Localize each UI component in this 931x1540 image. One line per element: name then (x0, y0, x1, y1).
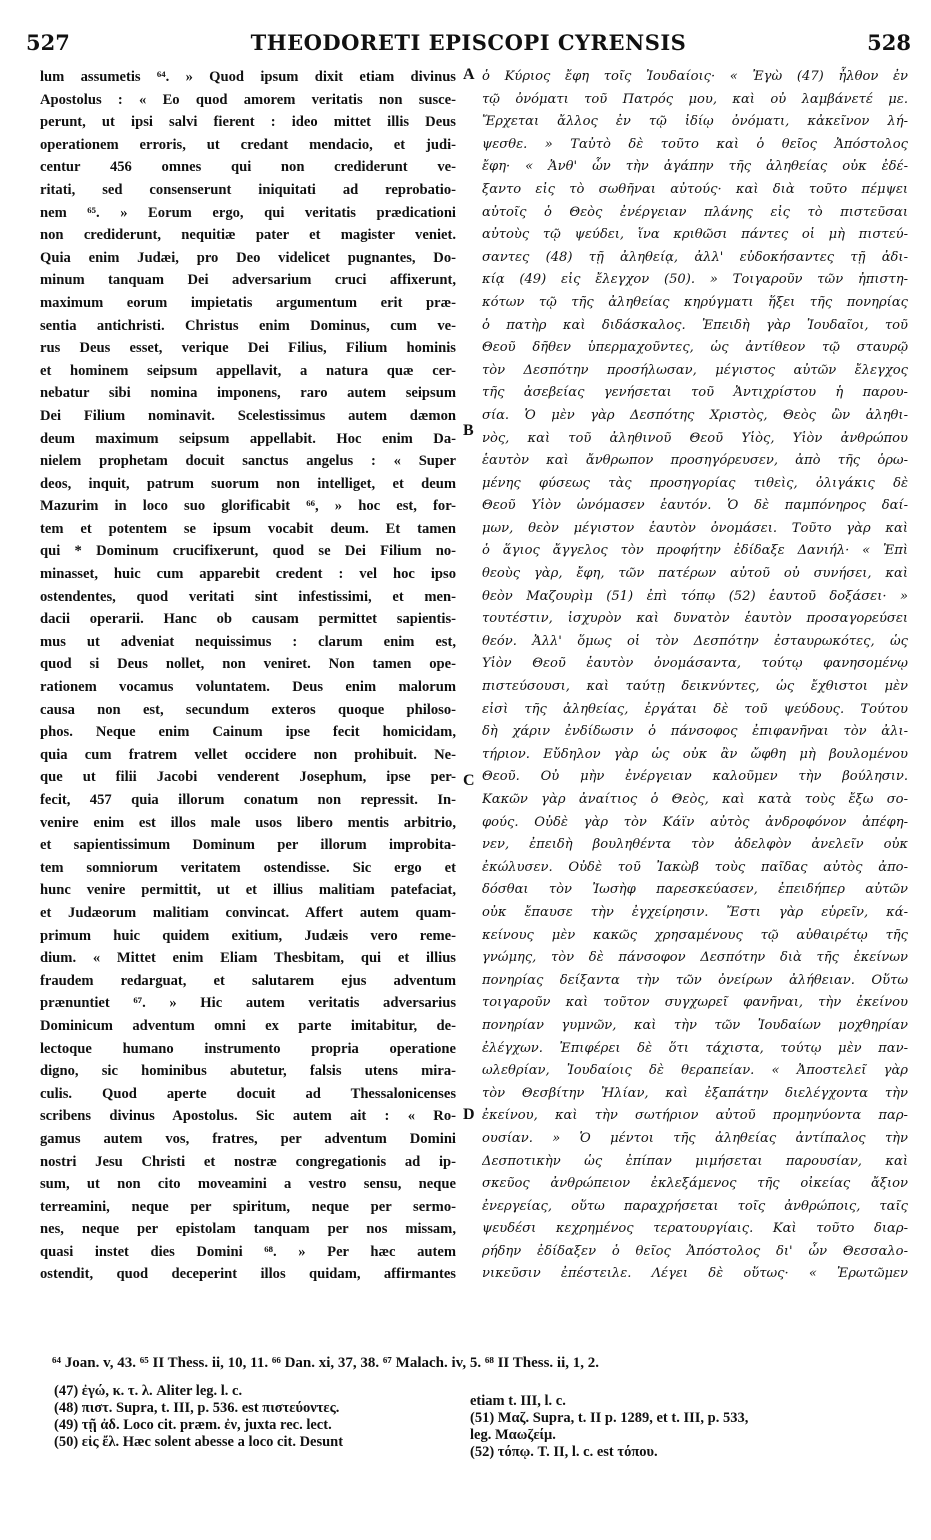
text-line: τήριον. Εὔδηλον γὰρ ὡς οὐκ ἂν ὤφθη μὴ βουλομένου (482, 746, 908, 762)
text-line: ρήδην ἐδίδαξεν ὁ θεῖος Ἀπόστολος δι' ὧν Θεσσαλο- (482, 1243, 908, 1259)
text-line: πονηρίας δείξαντα τὴν τῶν ὀνείρων ἀλήθειαν. Οὕτω (482, 972, 908, 988)
text-line: θεὸν Μαζουρὶμ (51) ἐπὶ τόπῳ (52) ἑαυτοῦ δοξάσει· » (482, 588, 908, 604)
footnote-line: (50) εἰς ἔλ. Hæc solent abesse a loco cit. Desunt (54, 1434, 344, 1450)
text-line: et hominem seipsum appellavit, a natura quæ cer- (40, 362, 456, 379)
text-line: lectoque humano instrumento propria operatione (40, 1040, 456, 1057)
text-line: θεοὺς γὰρ, ἔφη, τῶν πατέρων αὐτοῦ οὐ συνήσει, καὶ (482, 566, 908, 582)
text-line: μων, θεὸν μέγιστον ἑαυτὸν ὀνομάσει. Τοῦτο γὰρ καὶ (482, 520, 908, 536)
text-line: ἔφη· « Ἀνθ' ὧν τὴν ἀγάπην τῆς ἀληθείας οὐκ ἐδέ- (482, 159, 908, 175)
text-line: ἐκείνου, καὶ τὴν σωτήριον αὐτοῦ προμηνύοντα παρ- (482, 1108, 908, 1124)
text-line: Quia enim Judæi, pro Deo videlicet pugnantes, Do- (40, 249, 456, 266)
footnote-line: leg. Μαωζείμ. (470, 1427, 556, 1443)
text-line: perunt, ut ipsi salvi fierent : ideo mittet illis Deus (40, 114, 456, 131)
text-line: Dominicum adventum omni ex parte imitabitur, de- (40, 1017, 456, 1034)
text-line: πονηρίαν γυμνῶν, καὶ τὴν τῶν Ἰουδαίων μοχθηρίαν (482, 1017, 908, 1033)
text-line: τοιγαροῦν καὶ τοῦτον συγχωρεῖ φανῆναι, τὴν ἐκείνου (482, 995, 908, 1011)
text-line: δόσθαι τὸν Ἰωσὴφ παρεσκεύασεν, ἐπειδήπερ αὐτῶν (482, 882, 908, 898)
text-line: causa non est, secundum exteros quoque philoso- (40, 701, 456, 718)
greek-column (482, 66, 908, 1286)
footnotes-left (54, 1383, 459, 1451)
text-line: ostendit, quod deceperint illos quidam, affirmantes (40, 1266, 456, 1283)
text-line: Mazurim in loco suo glorificabit ⁶⁶, » hoc est, for- (40, 498, 456, 515)
text-line: sum, ut non cito moveamini a vestro sensu, neque (40, 1176, 456, 1193)
margin-marker-c: C (463, 772, 475, 789)
text-line: τὸν Δεσπότην προσήλωσαν, μέγιστος αὐτῶν ἔλεγχος (482, 362, 908, 378)
footnote-line: (48) πιστ. Supra, t. III, p. 536. est πιστεύοντες. (54, 1400, 340, 1416)
text-line: δὴ χάριν ἐνδίδωσιν ὁ πάνσοφος ἐπιφανῆναι τὸν ἀλι- (482, 724, 908, 740)
text-line: οὐκ ἔπαυσε τὴν ἐγχείρησιν. Ἔστι γὰρ εὑρεῖν, κά- (482, 904, 908, 920)
text-line: Θεοῦ. Οὐ μὴν ἐνέργειαν καλοῦμεν τὴν βούλησιν. (482, 769, 908, 785)
text-line: quasi instet dies Domini ⁶⁸. » Per hæc autem (40, 1243, 456, 1260)
footnote-line: (47) ἐγώ, κ. τ. λ. Aliter leg. l. c. (54, 1383, 243, 1399)
text-line: Θεοῦ Υἱὸν ὠνόμασεν ἑαυτόν. Ὁ δὲ παμπόνηρος δαί- (482, 498, 908, 514)
margin-marker-a: A (463, 66, 475, 83)
text-line: nostri Jesu Christi et nostræ congregationis ad ip- (40, 1153, 456, 1170)
text-line: tem et potentem se ipsum vocabit deum. Et tamen (40, 520, 456, 537)
text-line: νικεῦσιν ἐπέστειλε. Λέγει δὲ οὕτως· « Ἐρωτῶμεν (482, 1266, 908, 1282)
text-line: αὐτοῖς ὁ Θεὸς ἐνέργειαν πλάνης εἰς τὸ πιστεῦσαι (482, 204, 908, 220)
text-line: Δεσποτικὴν ὡς ἐπίπαν μιμήσεται παρουσίαν, καὶ (482, 1153, 908, 1169)
text-line: mus ut adveniat nequissimus : clarum enim est, (40, 633, 456, 650)
text-line: nebatur sibi nomina imponens, raro autem seipsum (40, 385, 456, 402)
scripture-notes: ⁶⁴ Joan. v, 43. ⁶⁵ II Thess. ii, 10, 11. ⁶⁶ Dan. xi, 37, 38. ⁶⁷ Malach. iv, 5. ⁶⁸ II Thess. ii, 1, 2. (52, 1355, 600, 1371)
text-line: ὁ Κύριος ἔφη τοῖς Ἰουδαίοις· « Ἐγὼ (47) ἦλθον ἐν (482, 69, 908, 84)
text-line: prænuntiet ⁶⁷. » Hic autem veritatis adversarius (40, 995, 456, 1012)
text-line: ωλεθρίαν, Ἰουδαίοις δὲ θεραπείαν. « Ἀποστελεῖ γὰρ (482, 1063, 908, 1079)
text-line: Θεοῦ δῆθεν ὑπερμαχοῦντες, ὡς ἀντίθεον τῷ σταυρῷ (482, 340, 908, 356)
running-header (26, 30, 911, 64)
text-line: μένης φύσεως τὰς προσηγορίας τιθεὶς, ὀλιγάκις δὲ (482, 475, 908, 491)
text-line: minum tanquam Dei adversarium cruci affixerunt, (40, 272, 456, 289)
text-line: ritati, sed consenserunt iniquitati ad reprobatio- (40, 181, 456, 198)
text-line: operationem erroris, ut credant mendacio, et judi- (40, 136, 456, 153)
text-line: κείνους μὲν κακῶς χρησαμένους τῷ αὐθαιρέτῳ τῆς (482, 927, 908, 943)
text-line: τῆς ἀσεβείας γενήσεται τοῦ Ἀντιχρίστου ἡ παρου- (482, 385, 908, 401)
text-line: τουτέστιν, ἰσχυρὸν καὶ δυνατὸν ἑαυτὸν προσαγορεύσει (482, 611, 908, 627)
text-line: sentia antichristi. Christus enim Dominus, cum ve- (40, 317, 456, 334)
text-line: ἐκώλυσεν. Οὐδὲ τοῦ Ἰακὼβ τοὺς παῖδας αὐτὸς ἀπο- (482, 859, 908, 875)
footnote-line: (51) Μαζ. Supra, t. II p. 1289, et t. III, p. 533, (470, 1410, 749, 1426)
text-line: ὁ πατὴρ καὶ διδάσκαλος. Ἐπειδὴ γὰρ Ἰουδαῖοι, τοῦ (482, 317, 908, 333)
text-line: dium. « Mittet enim Eliam Thesbitam, qui et illius (40, 950, 456, 967)
text-line: Κακῶν γὰρ ἀναίτιος ὁ Θεὸς, καὶ κατὰ τοὺς ἔξω σο- (482, 792, 908, 807)
text-line: πιστεύσουσι, καὶ ταύτῃ δεικνύντες, ὡς ἔχθιστοι μὲν (482, 679, 908, 695)
text-line: centur 456 omnes qui non crediderunt ve- (40, 159, 456, 176)
text-line: quod si Deus nollet, non veniret. Non tamen ope- (40, 656, 456, 673)
text-line: maximum eorum impietatis argumentum erit præ- (40, 294, 456, 311)
text-line: νεν, ἐπειδὴ βουληθέντα τὸν ἀδελφὸν ἀνελεῖν οὐκ (482, 837, 908, 853)
page-number-right: 528 (867, 30, 911, 55)
text-line: εἰσὶ τῆς ἀληθείας, ἐργάται δὲ τοῦ ψεύδους. Τούτου (482, 701, 908, 717)
footnote-line: etiam t. III, l. c. (470, 1393, 566, 1409)
text-line: Apostolus : « Eo quod amorem veritatis non susce- (40, 91, 456, 108)
text-line: scribens divinus Apostolus. Sic autem ait : « Ro- (40, 1108, 456, 1125)
text-line: αὐτοὺς τῷ ψεύδει, ἵνα κριθῶσι πάντες οἱ μὴ πιστεύ- (482, 227, 908, 243)
text-line: hunc venire permittit, ut et illius malitiam patefaciat, (40, 882, 456, 899)
text-line: κίᾳ (49) εἰς ἔλεγχον (50). » Τοιγαροῦν τῶν ἠπιστη- (482, 272, 908, 288)
text-line: quia cum fratrem vellet occidere non prohibuit. Ne- (40, 746, 456, 763)
footnote-line: (52) τόπῳ. T. II, l. c. est τόπου. (470, 1444, 658, 1460)
page-number-left: 527 (26, 30, 70, 55)
footnotes-right (470, 1393, 900, 1461)
footnote-line: (49) τῇ ἀδ. Loco cit. præm. ἐν, juxta rec. lect. (54, 1417, 332, 1433)
text-line: fraudem redarguat, et salutarem ejus adventum (40, 972, 456, 989)
text-line: gamus autem vos, fratres, per adventum Domini (40, 1130, 456, 1147)
text-line: tem somniorum veritatem ostendisse. Sic ergo et (40, 859, 456, 876)
text-line: κότων τῷ τῆς ἀληθείας κηρύγματι ἥξει τῆς πονηρίας (482, 294, 908, 310)
text-line: venire enim est illos male usos libero mentis arbitrio, (40, 814, 456, 831)
text-line: culis. Quod aperte docuit ad Thessalonicenses (40, 1085, 456, 1102)
text-line: ψευδέσι κεχρημένος τερατουργίαις. Καὶ τοῦτο διαρ- (482, 1221, 908, 1237)
margin-marker-b: B (463, 422, 474, 439)
latin-column (40, 66, 456, 1286)
running-title: THEODORETI EPISCOPI CYRENSIS (250, 30, 687, 55)
text-line: φούς. Οὐδὲ γὰρ τὸν Κάϊν αὐτὸς ἀνδροφόνον ἀπέφη- (482, 814, 908, 830)
text-line: et Judæorum malitiam convincat. Affert autem quam- (40, 904, 456, 921)
margin-marker-d: D (463, 1106, 475, 1123)
text-line: et sapientissimum Dominum per illorum improbita- (40, 837, 456, 854)
text-line: Ἔρχεται ἄλλος ἐν τῷ ἰδίῳ ὀνόματι, κἀκεῖνον λή- (482, 114, 908, 130)
text-line: ξαντο εἰς τὸ σωθῆναι αὐτούς· καὶ διὰ τοῦτο πέμψει (482, 181, 908, 197)
text-line: θεόν. Ἀλλ' ὅμως οἱ τὸν Δεσπότην ἐσταυρωκότες, ὡς (482, 633, 908, 649)
text-line: deos, inquit, patrum suorum non intelliget, et deum (40, 475, 456, 492)
text-line: ἐλέγχων. Ἐπιφέρει δὲ ὅτι τάχιστα, τούτῳ μὲν παν- (482, 1040, 908, 1056)
text-line: non crediderunt, nequitiæ pater et magister veniet. (40, 227, 456, 244)
text-line: rus Deus esset, verique Dei Filius, Filium hominis (40, 340, 456, 357)
text-line: τῷ ὀνόματι τοῦ Πατρός μου, καὶ οὐ λαμβάνετέ με. (482, 91, 908, 107)
text-line: ἐνεργείας, οὕτω παραχρήσεται τοῖς ἀνθρώποις, ταῖς (482, 1198, 908, 1214)
text-line: Dei Filium nominavit. Scelestissimus autem dæmon (40, 407, 456, 424)
text-line: dacii operarii. Hanc ob causam permittet sapientis- (40, 611, 456, 628)
text-line: primum huic quidem exitium, Judæis vero reme- (40, 927, 456, 944)
text-line: νὸς, καὶ τοῦ ἀληθινοῦ Θεοῦ Υἱὸς, Υἱὸν ἀνθρώπου (482, 430, 908, 446)
text-line: ostendentes, quod veritati sint infestissimi, et men- (40, 588, 456, 605)
text-line: ὁ ἅγιος ἄγγελος τὸν προφήτην ἐδίδαξε Δανιήλ· « Ἐπὶ (482, 543, 908, 559)
text-line: terreamini, neque per spiritum, neque per sermo- (40, 1198, 456, 1215)
text-line: σκεῦος ἀνθρώπειον ἐκλεξάμενος τῆς οἰκείας ἄξιον (482, 1176, 908, 1192)
text-line: ουσίαν. » Ὁ μέντοι τῆς ἀληθείας ἀντίπαλος τὴν (482, 1130, 908, 1146)
text-line: rationem vocamus voluntatem. Deus enim malorum (40, 679, 456, 696)
text-line: minasset, huic cum apparebit credent : vel hoc ipso (40, 566, 456, 583)
text-line: qui * Dominum crucifixerunt, quod se Dei Filium no- (40, 543, 456, 560)
text-line: γνώμης, τὸν δὲ πάνσοφον Δεσπότην διὰ τῆς ἐκείνων (482, 950, 908, 966)
text-line: phos. Neque enim Cainum ipse fecit homicidam, (40, 724, 456, 741)
text-line: σαντες (48) τῇ ἀληθείᾳ, ἀλλ' εὐδοκήσαντες τῇ ἀδι- (482, 249, 908, 265)
text-line: nes, neque per epistolam tanquam per nos missam, (40, 1221, 456, 1238)
text-line: ἑαυτὸν καὶ ἄνθρωπον προσηγόρευσεν, ἀπὸ τῆς ὁρω- (482, 453, 908, 469)
text-line: deum maximum seipsum appellabit. Hoc enim Da- (40, 430, 456, 447)
text-line: fecit, 457 quia illorum conatum non repressit. In- (40, 792, 456, 808)
text-line: nielem prophetam docuit sanctus angelus : « Super (40, 453, 456, 470)
text-line: τὸν Θεσβίτην Ἠλίαν, καὶ ἐξαπάτην διελέγχοντα τὴν (482, 1085, 908, 1101)
text-line: ψεσθε. » Ταὐτὸ δὲ τοῦτο καὶ ὁ θεῖος Ἀπόστολος (482, 136, 908, 152)
text-line: que ut filii Jacobi venderent Josephum, ipse per- (40, 769, 456, 786)
text-line: Υἱὸν Θεοῦ ἑαυτὸν ὀνομάσαντα, τούτῳ φανησομένῳ (482, 656, 908, 672)
text-line: digno, sic hominibus abutetur, falsis utens mira- (40, 1063, 456, 1080)
text-line: nem ⁶⁵. » Eorum ergo, qui veritatis prædicationi (40, 204, 456, 221)
text-line: σία. Ὁ μὲν γὰρ Δεσπότης Χριστὸς, Θεὸς ὢν ἀληθι- (482, 407, 908, 423)
text-line: lum assumetis ⁶⁴. » Quod ipsum dixit etiam divinus (40, 69, 456, 85)
